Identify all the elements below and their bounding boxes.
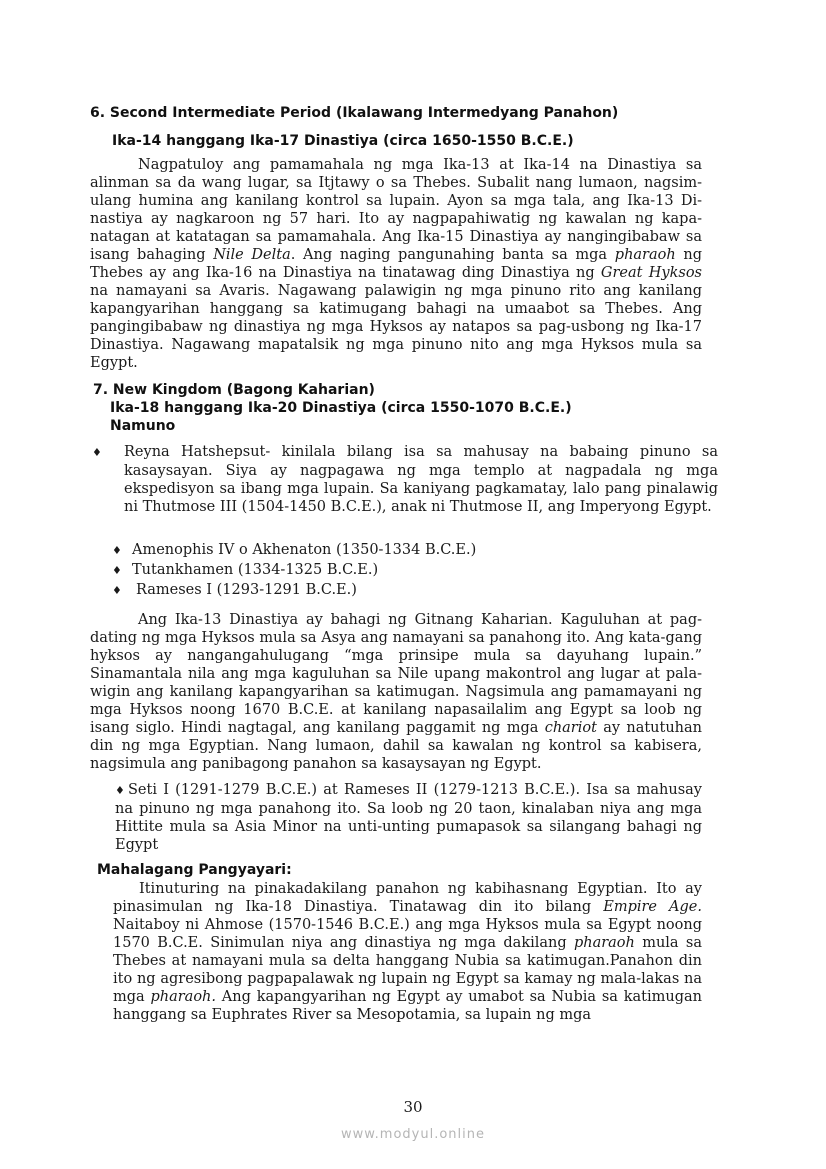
section7-dynasty: Ika-18 hanggang Ika-20 Dinastiya (circa 1550-1070 B.C.E.)	[110, 400, 572, 416]
section7-paragraph: Ang Ika-13 Dinastiya ay bahagi ng Gitnang Kaharian. Kaguluhan at pag-dating ng mga Hyksos mula sa Asya ang namayani sa panahong ito. Ang kata-gang hyksos ay nangangahulugang “mga prinsipe mula sa dayuhang lupain.” Sinamantala nila ang mga kaguluhan sa Nile upang makontrol ang lugar at pala-wigin ang kanilang kapangyarihan sa katimugan. Nagsimula ang pamamayani ng mga Hyksos noong 1670 B.C.E. at kanilang napasailalim ang Egypt sa loob ng isang siglo. Hindi nagtagal, ang kanilang paggamit ng mga chariot ay natutuhan din ng mga Egyptian. Nang lumaon, dahil sa kawalan ng kontrol sa kabisera, nagsimula ang panibagong panahon sa kasaysayan ng Egypt.	[90, 612, 702, 772]
section6-dynasty: Ika-14 hanggang Ika-17 Dinastiya (circa 1650-1550 B.C.E.)	[112, 133, 574, 149]
ruler-item: ♦ Rameses I (1293-1291 B.C.E.)	[112, 582, 357, 598]
ruler-item: ♦ Amenophis IV o Akhenaton (1350-1334 B.C.E.)	[112, 542, 477, 558]
diamond-bullet-icon: ♦	[112, 544, 122, 557]
events-paragraph: Itinuturing na pinakadakilang panahon ng kabihasnang Egyptian. Ito ay pinasimulan ng Ika-18 Dinastiya. Tinatawag din ito bilang Empire Age. Naitaboy ni Ahmose (1570-1546 B.C.E.) ang mga Hyksos mula sa Egypt noong 1570 B.C.E. Sinimulan niya ang dinastiya ng mga dakilang pharaoh mula sa Thebes at namayani mula sa delta hanggang Nubia sa katimugan.Panahon din ito ng agresibong pagpapalawak ng lupain ng Egypt sa kamay ng mala-lakas na mga pharaoh. Ang kapangyarihan ng Egypt ay umabot sa Nubia sa katimugan hanggang sa Euphrates River sa Mesopotamia, sa lupain ng mga	[113, 881, 702, 1023]
diamond-bullet-icon: ♦	[92, 446, 102, 459]
seti-bullet: ♦ Seti I (1291-1279 B.C.E.) at Rameses II (1279-1213 B.C.E.). Isa sa mahusay na pinuno ng mga panahong ito. Sa loob ng 20 taon, kinalaban niya ang mga Hittite mula sa Asia Minor na unti-unting pumapasok sa silangang bahagi ng Egypt	[115, 782, 702, 853]
section6-paragraph: Nagpatuloy ang pamamahala ng mga Ika-13 at Ika-14 na Dinastiya sa alinman sa da wang lugar, sa Itjtawy o sa Thebes. Subalit nang lumaon, nagsim-ulang humina ang kanilang kontrol sa lupain. Ayon sa mga tala, ang Ika-13 Di-nastiya ay nagkaroon ng 57 hari. Ito ay nagpapahiwatig ng kawalan ng kapa-natagan at katatagan sa pamamahala. Ang Ika-15 Dinastiya ay nangingibabaw sa isang bahaging Nile Delta. Ang naging pangunahing banta sa mga pharaoh ng Thebes ay ang Ika-16 na Dinastiya na tinatawag ding Dinastiya ng Great Hyksos na namayani sa Avaris. Nagawang palawigin ng mga pinuno rito ang kanilang kapangyarihan hanggang sa katimugang bahagi na umaabot sa Thebes. Ang pangingibabaw ng dinastiya ng mga Hyksos ay natapos sa pag-usbong ng Ika-17 Dinastiya. Nagawang mapatalsik ng mga pinuno nito ang mga Hyksos mula sa Egypt.	[90, 157, 703, 371]
section7-heading: 7. New Kingdom (Bagong Kaharian)	[93, 382, 375, 398]
diamond-bullet-icon: ♦	[112, 584, 122, 597]
hatshepsut-bullet: ♦ Reyna Hatshepsut- kinilala bilang isa sa mahusay na babaing pinuno sa kasaysayan. Siya ay nagpagawa ng mga templo at nagpadala ng mga ekspedisyon sa ibang mga lupain. Sa kaniyang pagkamatay, lalo pang pinalawig ni Thutmose III (1504-1450 B.C.E.), anak ni Thutmose II, ang Imperyong Egypt.	[92, 444, 718, 515]
diamond-bullet-icon: ♦	[112, 564, 122, 577]
ruler-item: ♦ Tutankhamen (1334-1325 B.C.E.)	[112, 562, 379, 578]
rulers-label: Namuno	[110, 418, 176, 434]
events-heading: Mahalagang Pangyayari:	[97, 862, 292, 878]
page-number: 30	[403, 1098, 423, 1116]
section6-heading: 6. Second Intermediate Period (Ikalawang Intermedyang Panahon)	[90, 105, 619, 121]
watermark: www.modyul.online	[340, 1127, 486, 1142]
diamond-bullet-icon: ♦	[115, 784, 125, 797]
